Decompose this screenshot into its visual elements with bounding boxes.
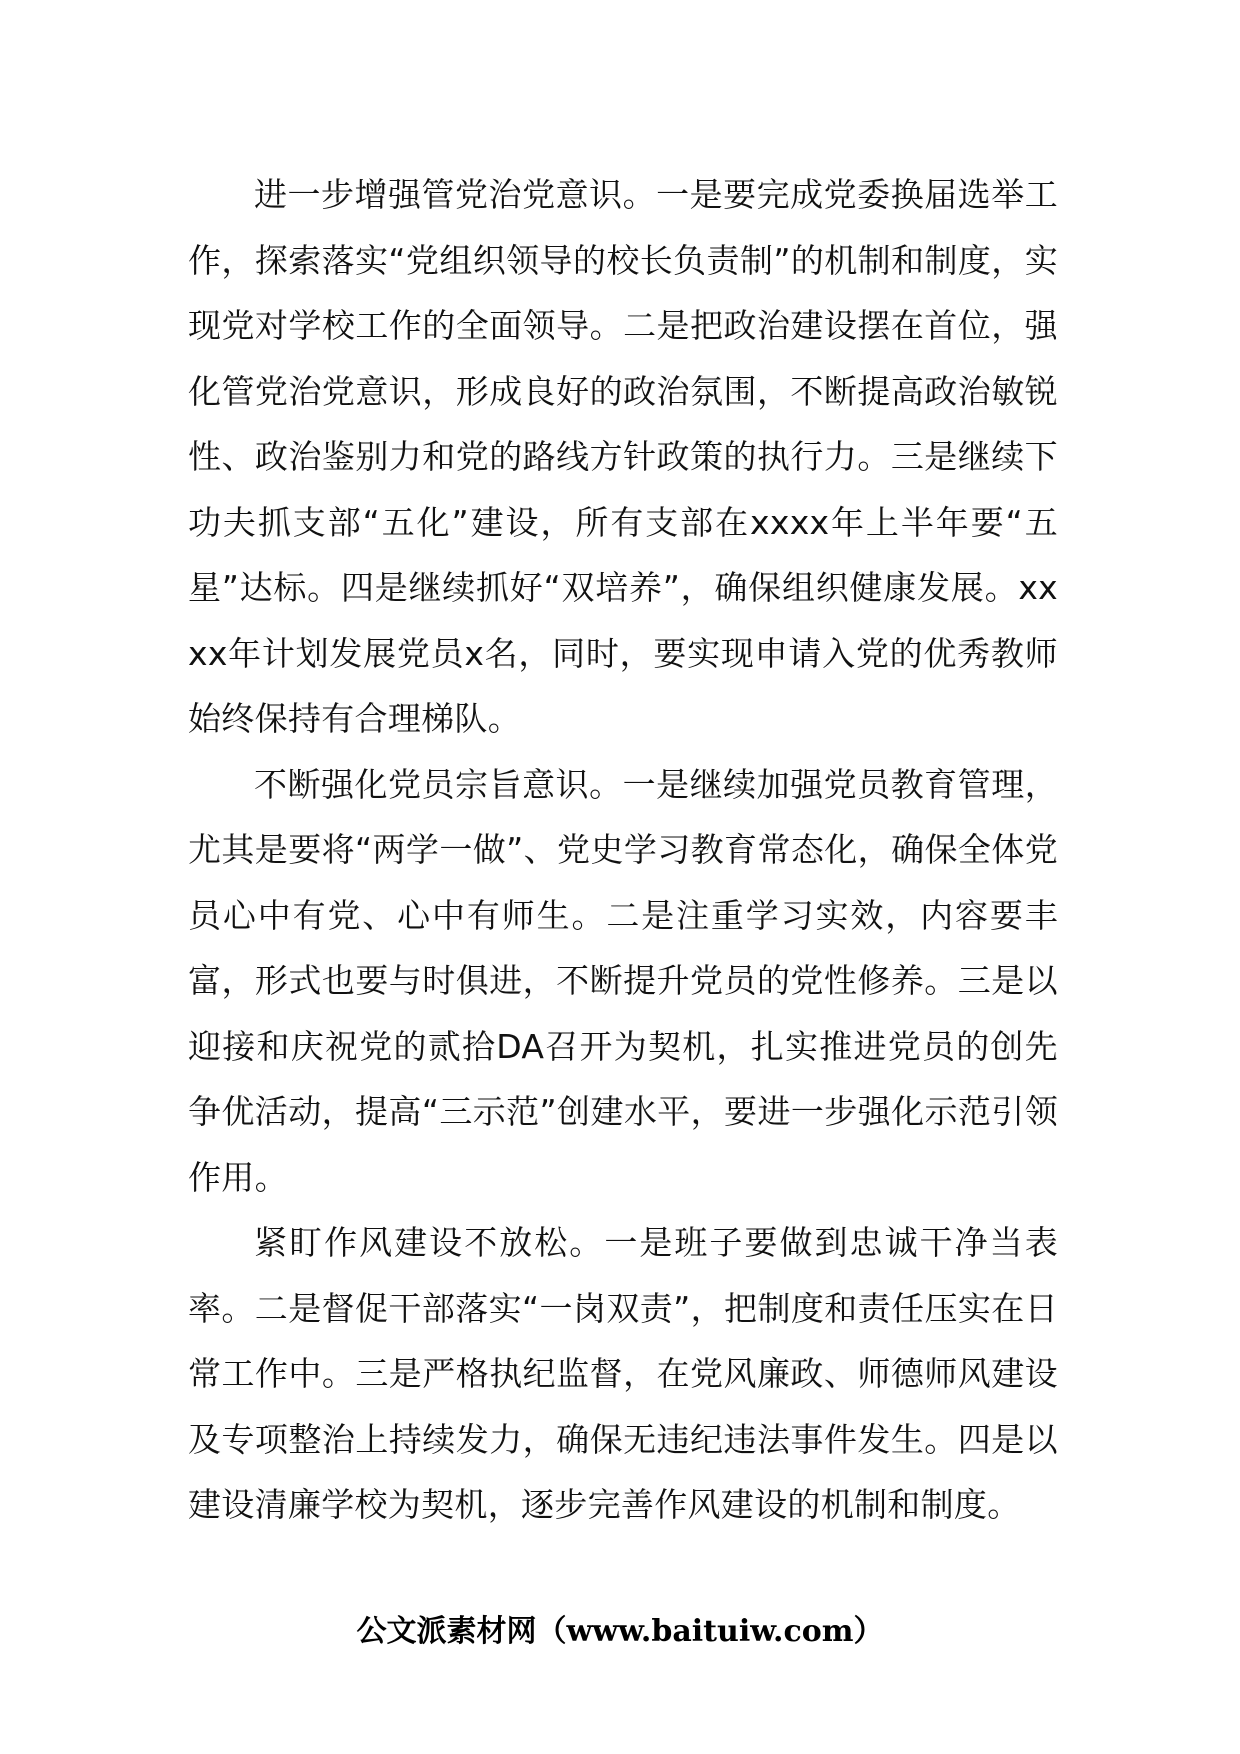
document-body <box>188 162 1058 1538</box>
paragraph-work-style: 紧盯作风建设不放松。一是班子要做到忠诚干净当表率。二是督促干部落实“一岗双责”，把制度和责任压实在日常工作中。三是严格执纪监督，在党风廉政、师德师风建设及专项整治上持续发力，确保无违纪违法事件发生。四是以建设清廉学校为契机，逐步完善作风建设的机制和制度。 <box>188 1223 1058 1524</box>
paragraph-party-governance: 进一步增强管党治党意识。一是要完成党委换届选举工作，探索落实“党组织领导的校长负责制”的机制和制度，实现党对学校工作的全面领导。二是把政治建设摆在首位，强化管党治党意识，形成良好的政治氛围，不断提高政治敏锐性、政治鉴别力和党的路线方针政策的执行力。三是继续下功夫抓支部“五化”建设，所有支部在xxxx年上半年要“五星”达标。四是继续抓好“双培养”，确保组织健康发展。xxxx年计划发展党员x名，同时，要实现申请入党的优秀教师始终保持有合理梯队。 <box>188 175 1058 738</box>
footer-watermark: 公文派素材网（www.baituiw.com） <box>356 1614 884 1649</box>
paragraph-member-purpose: 不断强化党员宗旨意识。一是继续加强党员教育管理，尤其是要将“两学一做”、党史学习教育常态化，确保全体党员心中有党、心中有师生。二是注重学习实效，内容要丰富，形式也要与时俱进，不断提升党员的党性修养。三是以迎接和庆祝党的贰拾DA召开为契机，扎实推进党员的创先争优活动，提高“三示范”创建水平，要进一步强化示范引领作用。 <box>188 764 1058 1197</box>
